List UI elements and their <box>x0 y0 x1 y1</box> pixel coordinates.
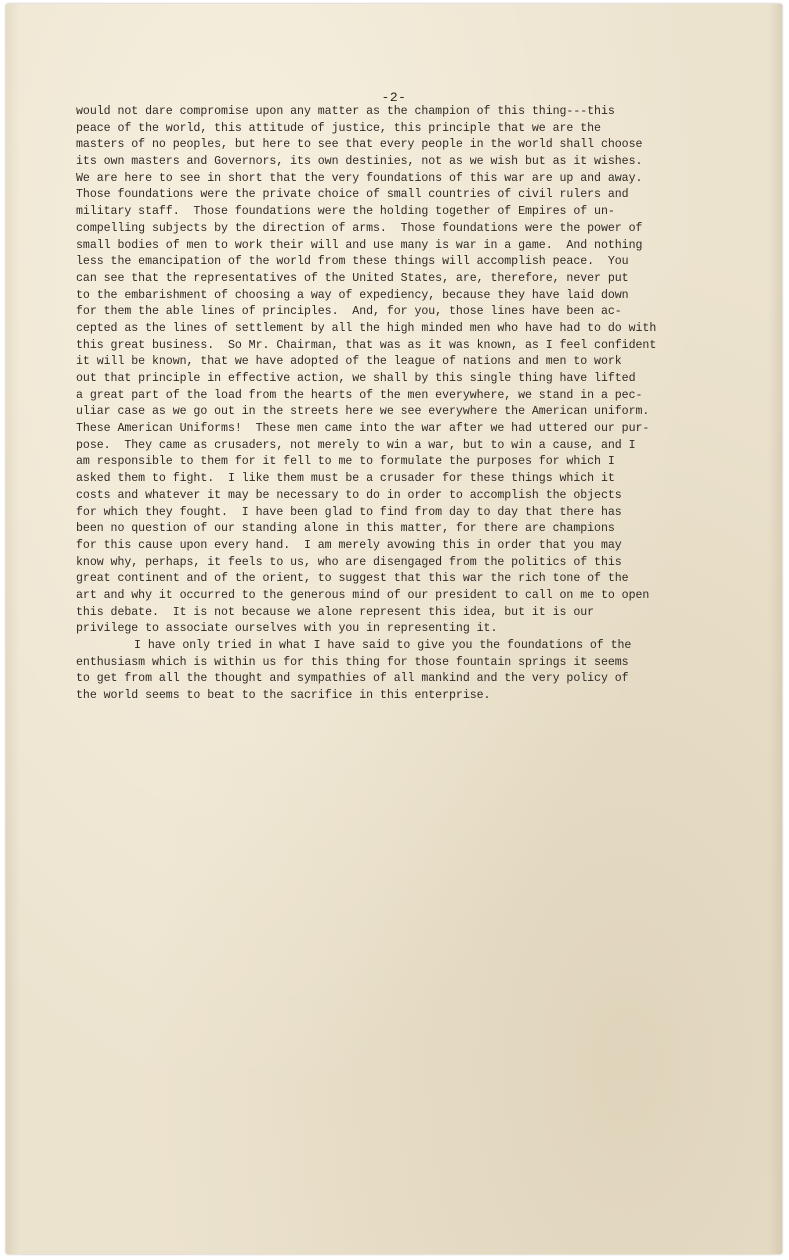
text-line: can see that the representatives of the United States, are, therefore, never put <box>76 271 629 285</box>
text-line: this great business. So Mr. Chairman, that was as it was known, as I feel confident <box>76 338 657 352</box>
text-line: for them the able lines of principles. And, for you, those lines have been ac- <box>76 305 622 319</box>
text-line: out that principle in effective action, we shall by this single thing have lifted <box>76 372 636 385</box>
text-line: am responsible to them for it fell to me to formulate the purposes for which I <box>76 455 615 469</box>
text-line: this debate. It is not because we alone represent this idea, but it is our <box>76 605 595 619</box>
text-line: to get from all the thought and sympathies of all mankind and the very policy of <box>76 672 629 686</box>
document-body <box>76 104 776 705</box>
text-line: asked them to fight. I like them must be a crusader for these things which it <box>76 472 615 486</box>
text-line: peace of the world, this attitude of justice, this principle that we are the <box>76 121 601 135</box>
text-line: We are here to see in short that the very foundations of this war are up and away. <box>76 171 643 185</box>
text-line: art and why it occurred to the generous mind of our president to call on me to open <box>76 588 650 602</box>
text-line: cepted as the lines of settlement by all the high minded men who have had to do with <box>76 321 657 335</box>
text-line: for this cause upon every hand. I am merely avowing this in order that you may <box>76 538 622 552</box>
text-line: These American Uniforms! These men came into the war after we had uttered our pur- <box>76 422 650 436</box>
text-line: pose. They came as crusaders, not merely to win a war, but to win a cause, and I <box>76 438 636 452</box>
paragraph-first-line: I have only tried in what I have said to give you the foundations of the <box>134 639 632 652</box>
paper-sheet <box>6 4 782 1254</box>
text-line: for which they fought. I have been glad to find from day to day that there has <box>76 505 622 519</box>
text-line: a great part of the load from the hearts of the men everywhere, we stand in a pec- <box>76 388 643 402</box>
text-line: would not dare compromise upon any matter as the champion of this thing---this <box>76 105 615 118</box>
page-number: -2- <box>381 90 407 105</box>
text-line: enthusiasm which is within us for this thing for those fountain springs it seems <box>76 655 629 669</box>
text-line: privilege to associate ourselves with you in representing it. <box>76 622 498 636</box>
text-line: masters of no peoples, but here to see that every people in the world shall choose <box>76 138 643 152</box>
text-line: compelling subjects by the direction of arms. Those foundations were the power of <box>76 221 643 235</box>
text-line: been no question of our standing alone in this matter, for there are champions <box>76 522 615 536</box>
text-line: costs and whatever it may be necessary to do in order to accomplish the objects <box>76 488 622 502</box>
text-line: great continent and of the orient, to suggest that this war the rich tone of the <box>76 572 629 586</box>
text-line: its own masters and Governors, its own destinies, not as we wish but as it wishes. <box>76 155 643 169</box>
text-line: less the emancipation of the world from these things will accomplish peace. You <box>76 255 629 269</box>
text-line: it will be known, that we have adopted of the league of nations and men to work <box>76 355 622 369</box>
text-line: know why, perhaps, it feels to us, who are disengaged from the politics of this <box>76 555 622 569</box>
text-line: Those foundations were the private choice of small countries of civil rulers and <box>76 188 629 202</box>
text-line: military staff. Those foundations were the holding together of Empires of un- <box>76 205 615 219</box>
text-line: to the embarishment of choosing a way of expediency, because they have laid down <box>76 288 629 302</box>
text-line: the world seems to beat to the sacrifice in this enterprise. <box>76 689 491 703</box>
text-line: small bodies of men to work their will and use many is war in a game. And nothing <box>76 238 643 252</box>
text-line: uliar case as we go out in the streets here we see everywhere the American uniform. <box>76 405 650 419</box>
